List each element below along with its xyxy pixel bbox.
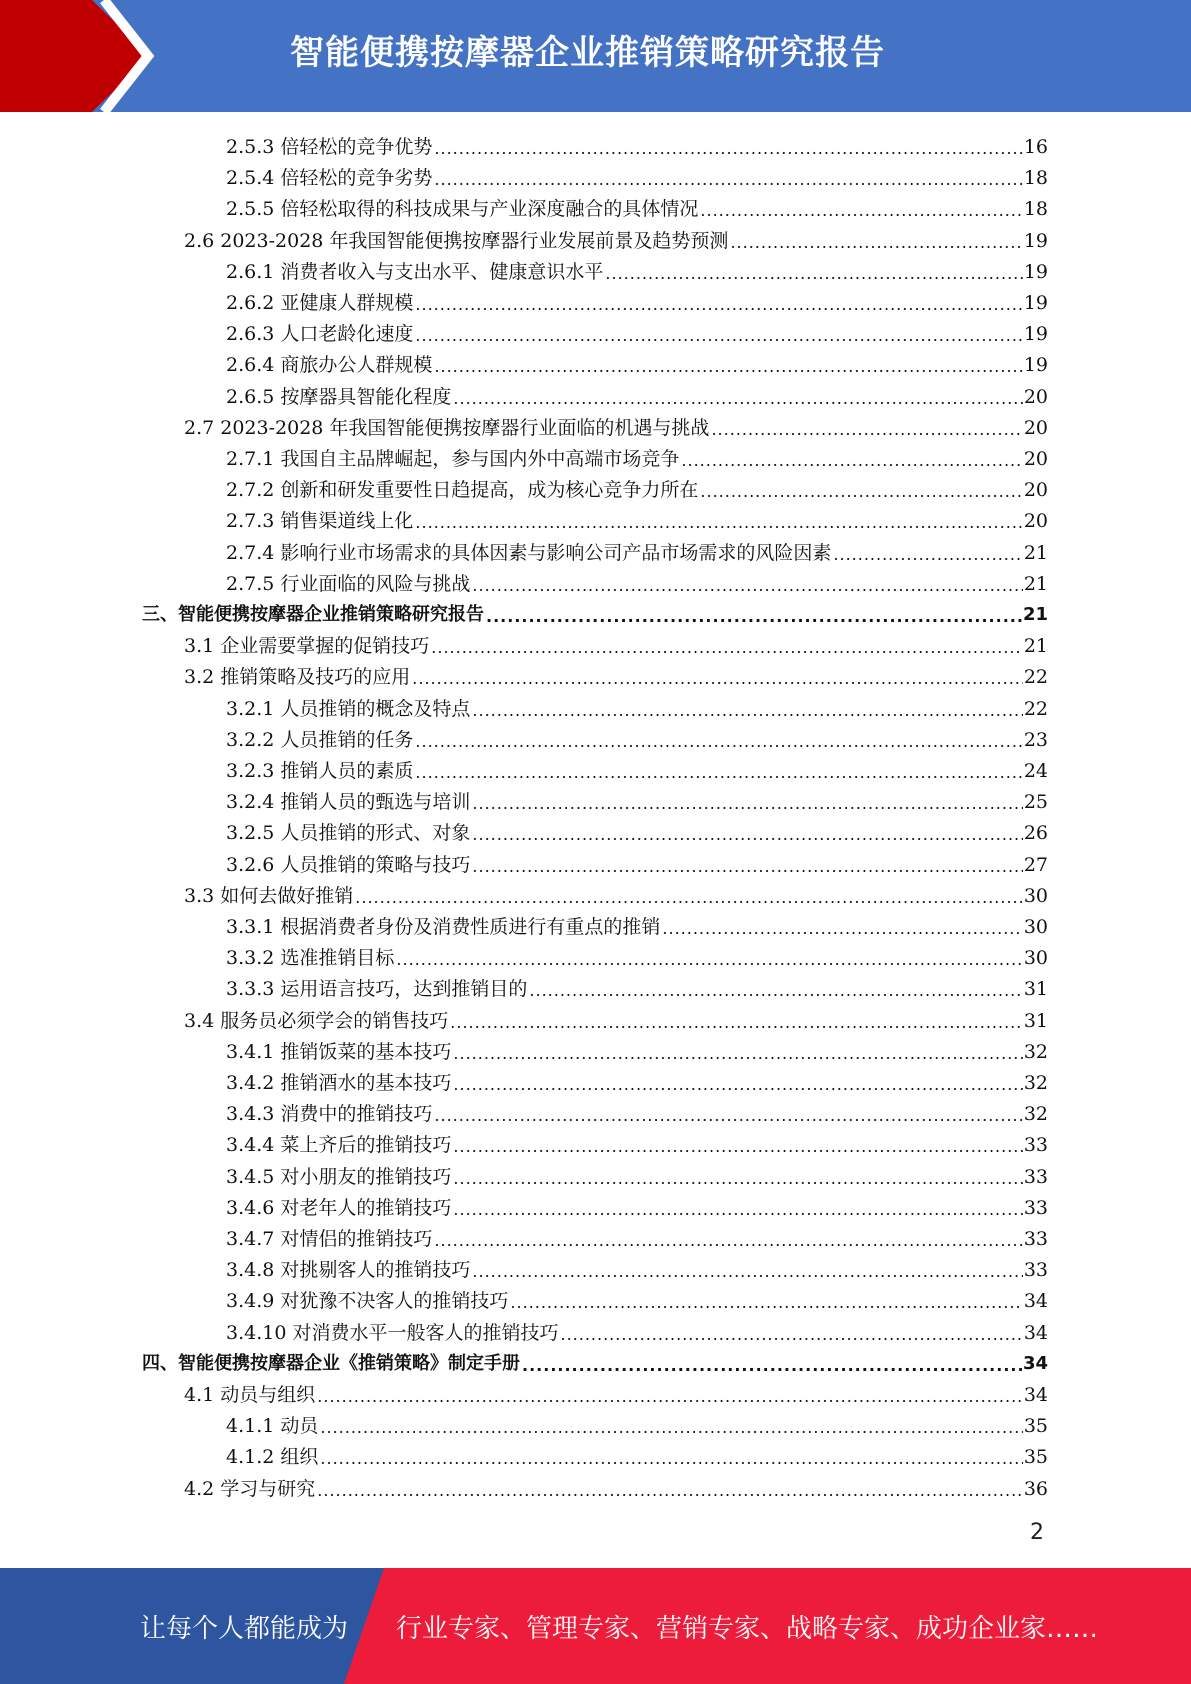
toc-dot-leader [662, 915, 1022, 939]
toc-dot-leader [681, 447, 1022, 471]
toc-entry-page: 20 [1023, 416, 1048, 439]
toc-entry[interactable] [226, 565, 1048, 596]
toc-dot-leader [431, 634, 1023, 658]
toc-entry-page: 20 [1023, 510, 1048, 533]
toc-entry[interactable] [184, 658, 1048, 689]
toc-entry-page: 30 [1023, 884, 1048, 907]
toc-entry-page: 22 [1023, 666, 1048, 689]
toc-entry[interactable] [142, 1345, 1048, 1376]
toc-entry-title: 3.2.3 推销人员的素质 [226, 760, 414, 782]
footer-roles: 行业专家、管理专家、营销专家、战略专家、成功企业家…… [396, 1614, 1099, 1644]
toc-entry-page: 27 [1023, 853, 1048, 876]
toc-dot-leader [355, 884, 1023, 908]
toc-dot-leader [434, 166, 1022, 190]
toc-dot-leader [317, 1477, 1023, 1501]
toc-entry[interactable] [226, 908, 1048, 939]
toc-dot-leader [472, 790, 1022, 814]
toc-entry[interactable] [226, 721, 1048, 752]
toc-entry-title: 2.7.3 销售渠道线上化 [226, 510, 414, 533]
toc-entry-page: 20 [1023, 479, 1048, 502]
toc-dot-leader [396, 946, 1022, 970]
toc-dot-leader [522, 1352, 1022, 1376]
toc-dot-leader [453, 1040, 1022, 1064]
toc-dot-leader [560, 1321, 1022, 1345]
toc-entry-title: 3.2.6 人员推销的策略与技巧 [226, 853, 471, 876]
toc-entry-title: 2.6.1 消费者收入与支出水平、健康意识水平 [226, 260, 604, 283]
toc-entry-title: 2.6.3 人口老龄化速度 [226, 323, 414, 346]
toc-dot-leader [415, 728, 1022, 752]
toc-entry-title: 3.4.10 对消费水平一般客人的推销技巧 [226, 1321, 559, 1344]
toc-entry[interactable] [226, 1064, 1048, 1095]
toc-entry-page: 24 [1023, 760, 1048, 782]
toc-entry[interactable] [226, 1438, 1048, 1469]
toc-entry-page: 19 [1023, 229, 1048, 252]
toc-entry-title: 2.6 2023-2028 年我国智能便携按摩器行业发展前景及趋势预测 [184, 229, 729, 252]
toc-dot-leader [320, 1445, 1022, 1469]
toc-dot-leader [317, 1383, 1023, 1407]
toc-entry-title: 2.7.4 影响行业市场需求的具体因素与影响公司产品市场需求的风险因素 [226, 541, 832, 564]
toc-entry[interactable] [184, 222, 1048, 253]
toc-entry-title: 2.7.2 创新和研发重要性日趋提高，成为核心竞争力所在 [226, 479, 699, 502]
toc-entry-title: 3.1 企业需要掌握的促销技巧 [184, 635, 430, 658]
toc-entry[interactable] [226, 315, 1048, 346]
toc-entry[interactable] [226, 534, 1048, 565]
toc-entry-title: 3.4.4 菜上齐后的推销技巧 [226, 1134, 452, 1157]
toc-entry[interactable] [226, 1220, 1048, 1251]
toc-entry-page: 18 [1023, 198, 1048, 221]
toc-entry[interactable] [226, 1033, 1048, 1064]
toc-entry[interactable] [226, 502, 1048, 533]
toc-entry[interactable] [226, 1314, 1048, 1345]
toc-entry[interactable] [184, 1376, 1048, 1407]
toc-entry-title: 2.6.5 按摩器具智能化程度 [226, 385, 452, 408]
toc-dot-leader [434, 353, 1022, 377]
toc-dot-leader [472, 821, 1022, 845]
toc-entry[interactable] [226, 1282, 1048, 1313]
toc-entry-title: 3.3.3 运用语言技巧，达到推销目的 [226, 978, 528, 1001]
toc-dot-leader [415, 509, 1022, 533]
page-footer [0, 1568, 1191, 1684]
toc-dot-leader [412, 665, 1023, 689]
toc-entry[interactable] [226, 440, 1048, 471]
toc-entry-page: 32 [1023, 1072, 1048, 1094]
toc-entry-page: 30 [1023, 947, 1048, 970]
toc-entry-title: 3.4.1 推销饭菜的基本技巧 [226, 1040, 452, 1063]
toc-entry-page: 20 [1023, 385, 1048, 408]
toc-dot-leader [434, 1102, 1022, 1126]
toc-entry-page: 36 [1023, 1477, 1048, 1500]
toc-entry-title: 3.4.2 推销酒水的基本技巧 [226, 1072, 452, 1094]
toc-entry-page: 31 [1023, 1009, 1048, 1032]
toc-entry-title: 3.4.7 对情侣的推销技巧 [226, 1228, 433, 1250]
toc-entry[interactable] [226, 471, 1048, 502]
toc-entry-page: 19 [1023, 260, 1048, 283]
toc-entry[interactable] [226, 1126, 1048, 1157]
toc-entry-title: 3.4 服务员必须学会的销售技巧 [184, 1009, 449, 1032]
toc-entry-page: 34 [1022, 1352, 1048, 1374]
toc-entry-title: 3.3.1 根据消费者身份及消费性质进行有重点的推销 [226, 916, 661, 938]
toc-entry-page: 35 [1023, 1415, 1048, 1438]
toc-entry-page: 34 [1023, 1290, 1048, 1313]
toc-entry-title: 3.4.8 对挑剔客人的推销技巧 [226, 1259, 471, 1282]
toc-entry-title: 3.2.4 推销人员的甄选与培训 [226, 791, 471, 814]
toc-entry-title: 3.2.5 人员推销的形式、对象 [226, 822, 471, 845]
toc-entry-title: 3.4.6 对老年人的推销技巧 [226, 1196, 452, 1219]
toc-entry[interactable] [226, 690, 1048, 721]
toc-entry[interactable] [184, 627, 1048, 658]
toc-entry-page: 33 [1023, 1259, 1048, 1282]
toc-entry[interactable] [226, 814, 1048, 845]
toc-entry[interactable] [226, 970, 1048, 1001]
toc-entry[interactable] [184, 877, 1048, 908]
toc-dot-leader [472, 853, 1022, 877]
toc-entry[interactable] [184, 409, 1048, 440]
toc-entry-title: 3.2.1 人员推销的概念及特点 [226, 697, 471, 720]
toc-entry[interactable] [184, 1002, 1048, 1033]
toc-entry-title: 2.7 2023-2028 年我国智能便携按摩器行业面临的机遇与挑战 [184, 416, 710, 439]
toc-dot-leader [415, 322, 1022, 346]
toc-dot-leader [472, 1258, 1022, 1282]
toc-entry[interactable] [226, 752, 1048, 783]
toc-entry-page: 25 [1023, 791, 1048, 814]
toc-entry[interactable] [226, 253, 1048, 284]
toc-entry-page: 22 [1023, 697, 1048, 720]
toc-entry-page: 32 [1023, 1040, 1048, 1063]
toc-entry-page: 34 [1023, 1384, 1048, 1406]
toc-dot-leader [434, 135, 1022, 159]
toc-entry[interactable] [226, 1189, 1048, 1220]
toc-entry-page: 21 [1023, 635, 1048, 658]
footer-slogan: 让每个人都能成为 [140, 1614, 349, 1644]
toc-entry-title: 3.4.9 对犹豫不决客人的推销技巧 [226, 1290, 509, 1313]
toc-dot-leader [605, 260, 1022, 284]
toc-entry-title: 3.4.3 消费中的推销技巧 [226, 1103, 433, 1126]
page-number: 2 [1030, 1520, 1044, 1545]
toc-entry[interactable] [226, 378, 1048, 409]
toc-entry-page: 20 [1023, 448, 1048, 470]
toc-entry-title: 3.3.2 选准推销目标 [226, 947, 395, 970]
toc-entry-page: 18 [1023, 167, 1048, 190]
toc-entry[interactable] [184, 1470, 1048, 1501]
toc-entry-title: 3.3 如何去做好推销 [184, 884, 354, 907]
toc-entry-title: 2.5.4 倍轻松的竞争劣势 [226, 167, 433, 190]
toc-entry[interactable] [142, 596, 1048, 627]
toc-entry-page: 26 [1023, 822, 1048, 845]
toc-dot-leader [453, 1196, 1022, 1220]
toc-dot-leader [700, 197, 1022, 221]
toc-entry-title: 4.1.1 动员 [226, 1415, 319, 1438]
toc-dot-leader [434, 1227, 1022, 1251]
toc-entry-title: 3.2 推销策略及技巧的应用 [184, 666, 411, 689]
toc-dot-leader [453, 385, 1022, 409]
toc-dot-leader [472, 572, 1022, 596]
toc-entry-title: 3.4.5 对小朋友的推销技巧 [226, 1165, 452, 1188]
toc-entry-page: 19 [1023, 323, 1048, 346]
toc-entry[interactable] [226, 284, 1048, 315]
toc-dot-leader [730, 229, 1022, 253]
toc-entry[interactable] [226, 159, 1048, 190]
toc-dot-leader [700, 478, 1022, 502]
toc-entry-page: 19 [1023, 354, 1048, 377]
page-header [0, 0, 1191, 112]
toc-entry-page: 19 [1023, 292, 1048, 314]
toc-dot-leader [711, 416, 1022, 440]
toc-entry[interactable] [226, 346, 1048, 377]
toc-dot-leader [453, 1133, 1022, 1157]
toc-dot-leader [510, 1289, 1022, 1313]
toc-entry-page: 21 [1022, 604, 1048, 625]
toc-entry-title: 2.7.1 我国自主品牌崛起，参与国内外中高端市场竞争 [226, 448, 680, 470]
header-title: 智能便携按摩器企业推销策略研究报告 [290, 33, 885, 73]
toc-entry[interactable] [226, 128, 1048, 159]
toc-entry[interactable] [226, 939, 1048, 970]
toc-entry-title: 2.6.4 商旅办公人群规模 [226, 354, 433, 377]
toc-entry-page: 23 [1023, 728, 1048, 751]
toc-entry-title: 三、智能便携按摩器企业推销策略研究报告 [142, 604, 484, 625]
toc-entry[interactable] [226, 1095, 1048, 1126]
toc-entry-page: 30 [1023, 916, 1048, 938]
toc-entry[interactable] [226, 1407, 1048, 1438]
toc-dot-leader [450, 1009, 1023, 1033]
toc-entry-page: 21 [1023, 541, 1048, 564]
toc-entry-title: 4.1.2 组织 [226, 1446, 319, 1469]
toc-entry-title: 2.7.5 行业面临的风险与挑战 [226, 572, 471, 595]
toc-entry-page: 33 [1023, 1228, 1048, 1250]
toc-entry-page: 33 [1023, 1134, 1048, 1157]
toc-entry-title: 2.6.2 亚健康人群规模 [226, 292, 414, 314]
toc-entry-page: 21 [1023, 572, 1048, 595]
toc-dot-leader [486, 603, 1022, 627]
toc-dot-leader [833, 541, 1022, 565]
toc-entry-page: 32 [1023, 1103, 1048, 1126]
toc-dot-leader [453, 1165, 1022, 1189]
toc-entry[interactable] [226, 1158, 1048, 1189]
toc-entry-page: 31 [1023, 978, 1048, 1001]
toc-dot-leader [529, 977, 1022, 1001]
toc-dot-leader [472, 697, 1022, 721]
toc-entry-page: 35 [1023, 1446, 1048, 1469]
toc-entry-page: 33 [1023, 1165, 1048, 1188]
toc-entry[interactable] [226, 846, 1048, 877]
toc-entry-page: 16 [1023, 136, 1048, 158]
toc-dot-leader [415, 291, 1022, 315]
toc-entry-title: 3.2.2 人员推销的任务 [226, 728, 414, 751]
toc-entry-title: 4.1 动员与组织 [184, 1384, 316, 1406]
toc-entry-title: 2.5.3 倍轻松的竞争优势 [226, 136, 433, 158]
toc-entry-page: 33 [1023, 1196, 1048, 1219]
toc-entry-page: 34 [1023, 1321, 1048, 1344]
toc-entry[interactable] [226, 190, 1048, 221]
toc-entry-title: 2.5.5 倍轻松取得的科技成果与产业深度融合的具体情况 [226, 198, 699, 221]
toc-entry-title: 四、智能便携按摩器企业《推销策略》制定手册 [142, 1352, 520, 1374]
toc-entry[interactable] [226, 1251, 1048, 1282]
toc-dot-leader [320, 1414, 1022, 1438]
toc-entry[interactable] [226, 783, 1048, 814]
toc-entry-title: 4.2 学习与研究 [184, 1477, 316, 1500]
toc-dot-leader [453, 1071, 1022, 1095]
toc-dot-leader [415, 759, 1022, 783]
